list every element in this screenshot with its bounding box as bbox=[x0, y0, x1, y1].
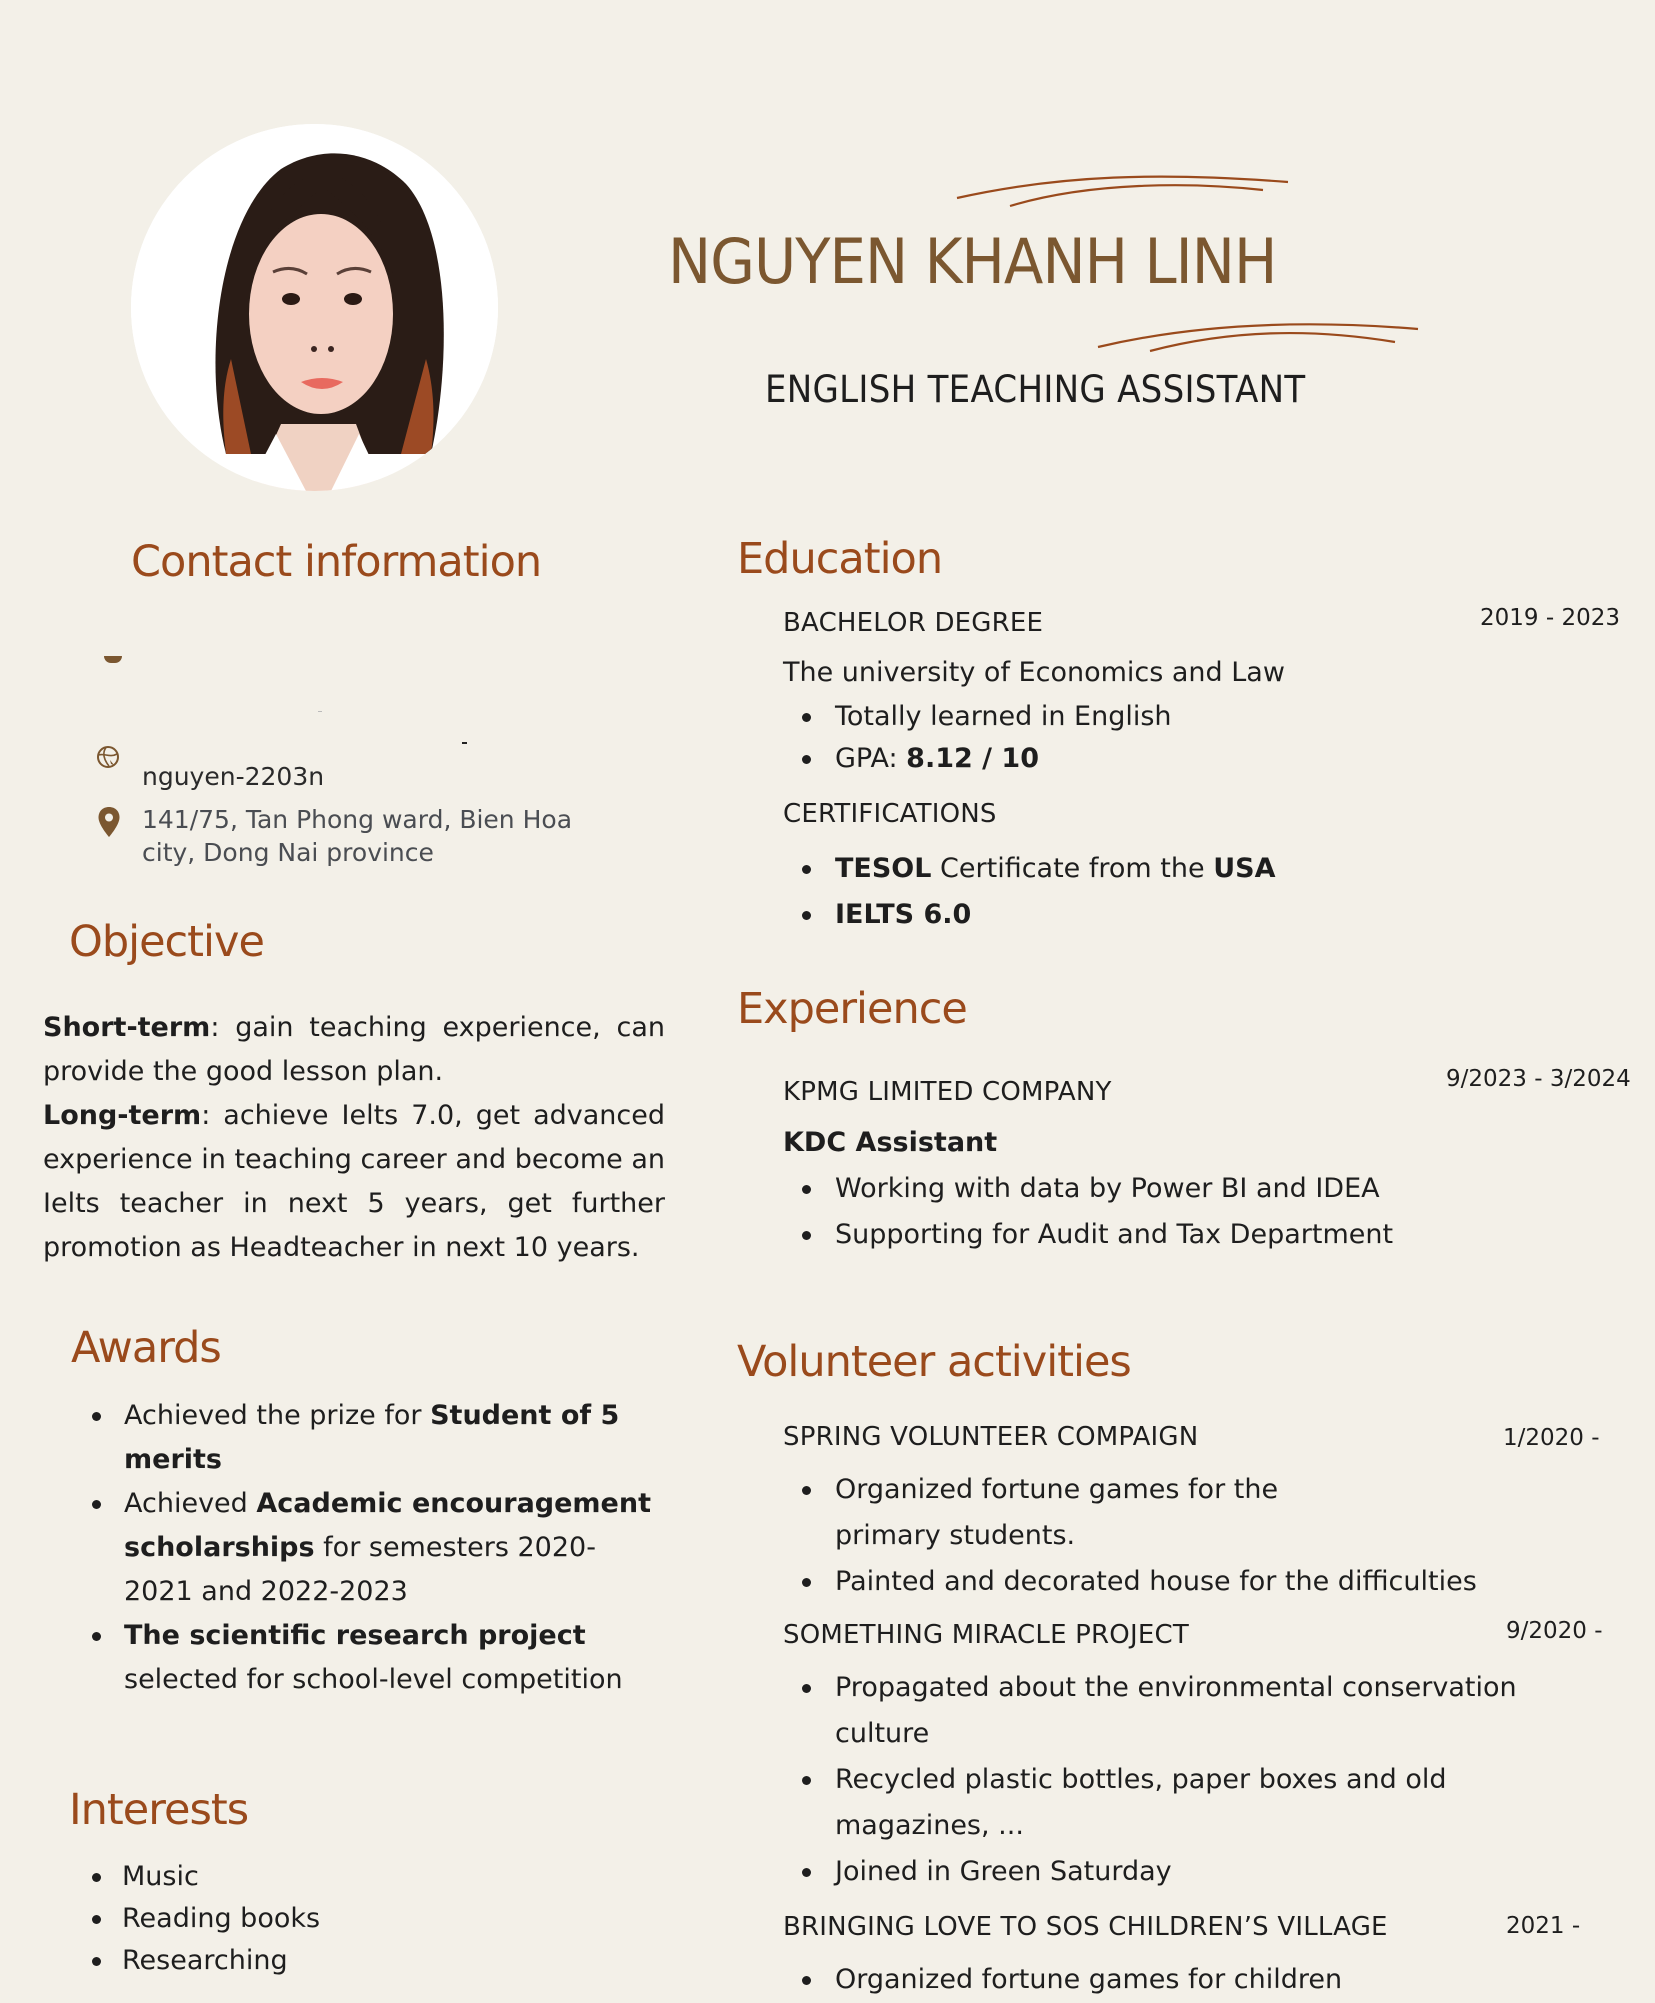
experience-bullet: Supporting for Audit and Tax Department bbox=[783, 1212, 1543, 1258]
location-pin-icon bbox=[97, 806, 121, 838]
education-bullets bbox=[783, 696, 1543, 780]
interests-list bbox=[92, 1856, 592, 1982]
interests-heading: Interests bbox=[69, 1785, 249, 1835]
activity-bullet: Organized fortune games for children bbox=[783, 1957, 1543, 2003]
experience-date: 9/2023 - 3/2024 bbox=[1446, 1066, 1631, 1092]
awards-list bbox=[92, 1394, 652, 1702]
activity-bullet: Organized fortune games for the primary students. bbox=[783, 1467, 1363, 1559]
awards-heading: Awards bbox=[71, 1323, 221, 1373]
decorative-swoosh-bottom bbox=[1090, 318, 1430, 358]
activity-bullet: Painted and decorated house for the difficulties bbox=[783, 1559, 1523, 1605]
redacted-mark bbox=[462, 742, 467, 744]
award-item: The scientific research project selected for school-level competition bbox=[92, 1614, 652, 1702]
address-line-2: city, Dong Nai province bbox=[142, 838, 434, 867]
address bbox=[142, 803, 572, 869]
redacted-mark bbox=[318, 711, 322, 712]
activity-date: 1/2020 - bbox=[1503, 1425, 1600, 1451]
phone-icon-fragment bbox=[104, 656, 122, 663]
contact-heading: Contact information bbox=[131, 537, 542, 587]
activity-bullet: Joined in Green Saturday bbox=[783, 1849, 1543, 1895]
objective-heading: Objective bbox=[69, 917, 264, 967]
profile-photo bbox=[131, 124, 498, 491]
activity-bullets bbox=[783, 1957, 1543, 2003]
certification-item: IELTS 6.0 bbox=[783, 892, 1543, 938]
objective-text bbox=[43, 1006, 665, 1270]
education-date: 2019 - 2023 bbox=[1480, 605, 1620, 631]
long-term-label: Long-term bbox=[43, 1100, 202, 1131]
education-heading: Education bbox=[737, 534, 943, 584]
education-bullet: Totally learned in English bbox=[783, 696, 1543, 738]
activity-title: SOMETHING MIRACLE PROJECT bbox=[783, 1620, 1189, 1650]
experience-heading: Experience bbox=[737, 984, 967, 1034]
portrait-image bbox=[131, 124, 498, 491]
activity-date: 9/2020 - bbox=[1506, 1618, 1603, 1644]
activity-title: SPRING VOLUNTEER COMPAIGN bbox=[783, 1422, 1199, 1452]
website-link[interactable]: nguyen-2203n bbox=[142, 762, 325, 791]
education-bullet: GPA: 8.12 / 10 bbox=[783, 738, 1543, 780]
activity-bullets bbox=[783, 1467, 1523, 1605]
award-item: Achieved the prize for Student of 5 merits bbox=[92, 1394, 652, 1482]
certification-item: TESOL Certificate from the USA bbox=[783, 846, 1543, 892]
activity-bullet: Propagated about the environmental conservation culture bbox=[783, 1665, 1543, 1757]
interest-item: Music bbox=[92, 1856, 592, 1898]
long-term-text: : achieve Ielts 7.0, get advanced experience in teaching career and become an Ielts teacher in next 5 years, get further promotion as Headteacher in next 10 years. bbox=[43, 1100, 665, 1263]
certifications-label: CERTIFICATIONS bbox=[783, 799, 997, 829]
volunteer-heading: Volunteer activities bbox=[737, 1337, 1131, 1387]
candidate-name: NGUYEN KHANH LINH bbox=[668, 225, 1277, 298]
award-item: Achieved Academic encouragement scholarships for semesters 2020-2021 and 2022-2023 bbox=[92, 1482, 652, 1614]
certifications-list bbox=[783, 846, 1543, 938]
interest-item: Reading books bbox=[92, 1898, 592, 1940]
interest-item: Researching bbox=[92, 1940, 592, 1982]
experience-bullet: Working with data by Power BI and IDEA bbox=[783, 1166, 1543, 1212]
globe-icon bbox=[96, 745, 120, 769]
activity-bullets bbox=[783, 1665, 1543, 1895]
school-name: The university of Economics and Law bbox=[783, 657, 1285, 688]
company-name: KPMG LIMITED COMPANY bbox=[783, 1077, 1112, 1107]
activity-bullet: Recycled plastic bottles, paper boxes and old magazines, ... bbox=[783, 1757, 1503, 1849]
role-title: KDC Assistant bbox=[783, 1127, 998, 1158]
short-term-text: : gain teaching experience, can provide the good lesson plan. bbox=[43, 1012, 665, 1087]
decorative-swoosh-top bbox=[940, 170, 1300, 215]
address-line-1: 141/75, Tan Phong ward, Bien Hoa bbox=[142, 805, 573, 834]
job-title: ENGLISH TEACHING ASSISTANT bbox=[765, 368, 1306, 411]
short-term-label: Short-term bbox=[43, 1012, 211, 1043]
activity-date: 2021 - bbox=[1506, 1913, 1581, 1939]
degree-title: BACHELOR DEGREE bbox=[783, 608, 1044, 638]
experience-bullets bbox=[783, 1166, 1543, 1258]
activity-title: BRINGING LOVE TO SOS CHILDREN’S VILLAGE bbox=[783, 1912, 1388, 1942]
